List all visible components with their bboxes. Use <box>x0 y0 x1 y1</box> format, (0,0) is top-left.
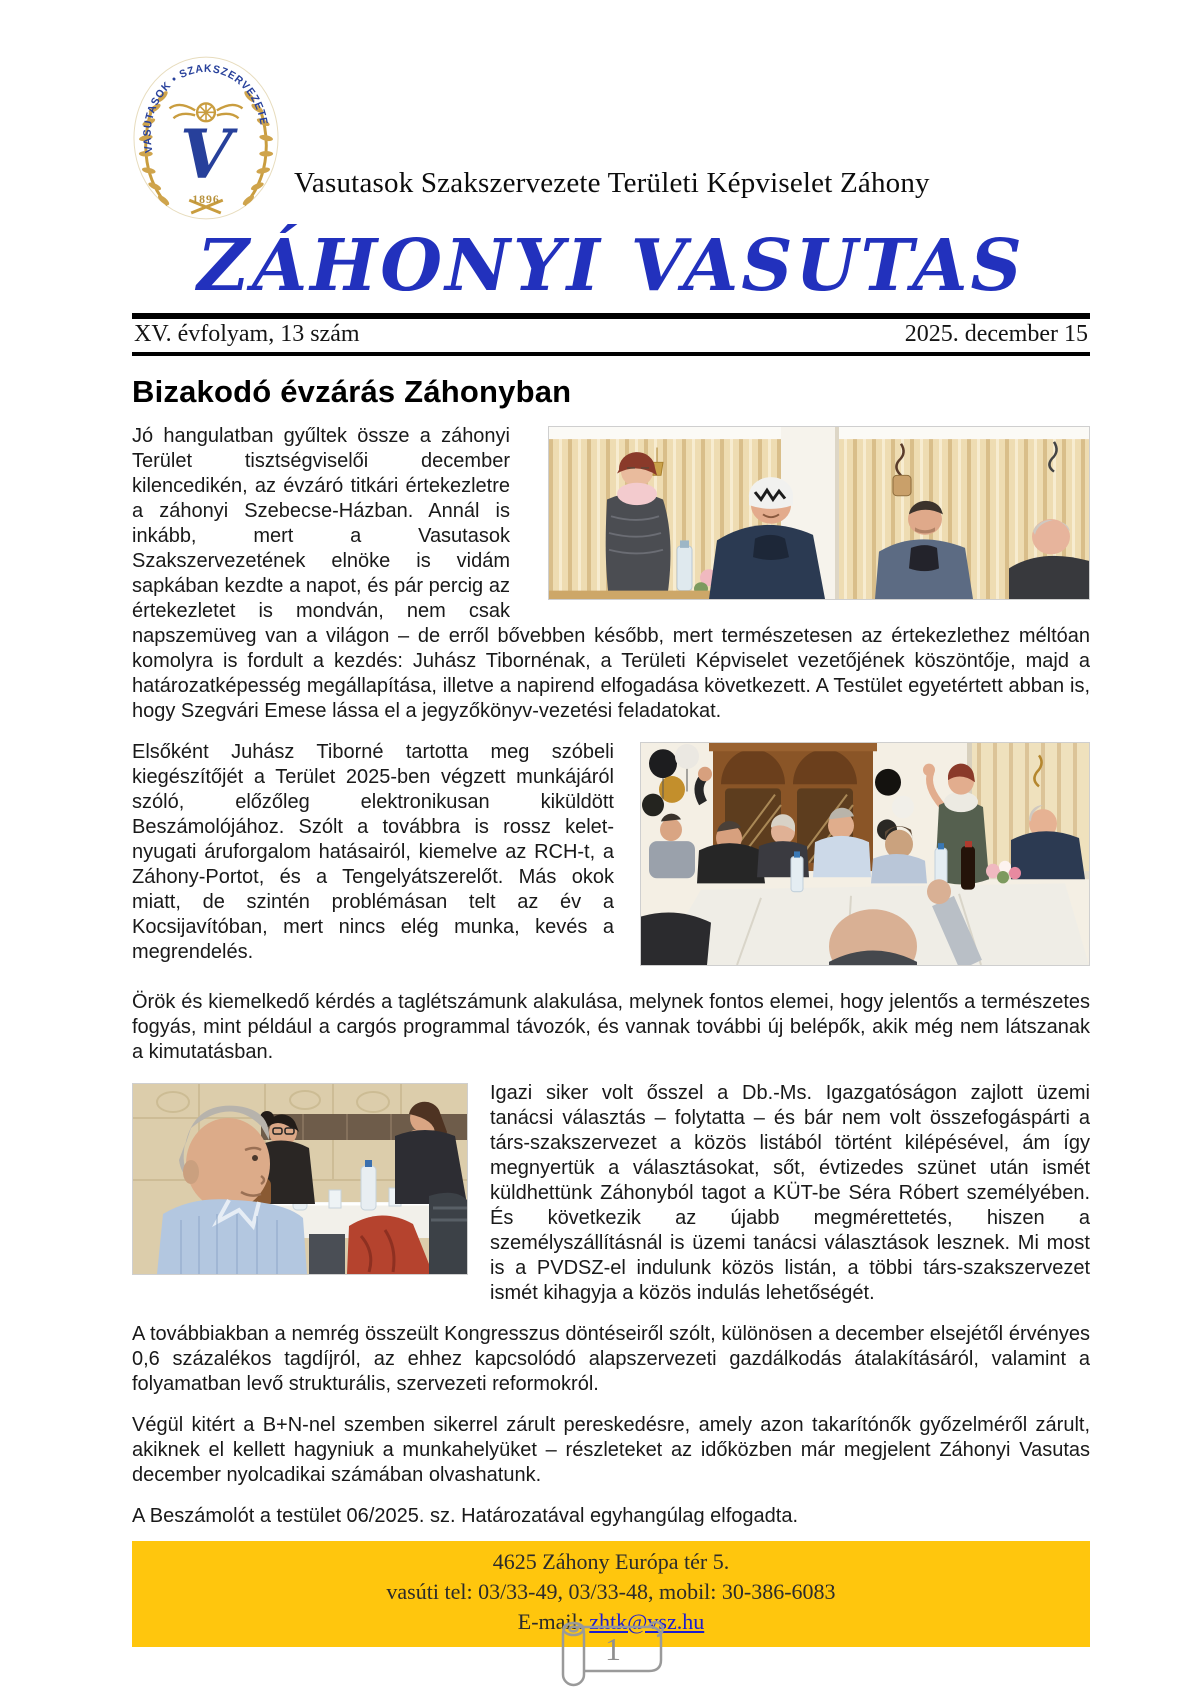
newsletter-title: ZÁHONYI VASUTAS <box>197 223 1025 307</box>
issue-date: 2025. december 15 <box>904 320 1088 347</box>
page-number: 1 <box>605 1630 621 1667</box>
divider-rule-bottom <box>132 352 1090 356</box>
article-paragraph-3: Örök és kiemelkedő kérdés a taglétszámunk alakulása, melynek fontos elemei, hogy jelentős a természetes fogyás, mint például a cargós programmal távozók, és vannak további új belépők, akik még nem látszanak a kimutatásban. <box>132 990 1090 1063</box>
page-number-scroll <box>547 1615 675 1695</box>
logo-founding-year: 1896 <box>192 192 220 207</box>
footer-contact-box <box>132 1541 1090 1667</box>
article-paragraph-block-2 <box>132 740 1090 974</box>
logo-monogram: V <box>179 114 233 194</box>
article-paragraph-6: Végül kitért a B+N-nel szemben sikerrel zárult pereskedésre, amely azon takarítónők győzelméről zárult, akiknek el kellett hagyniuk a munkahelyüket – részleteket az időközben már megjelent Záhonyi Vasutas december nyolcadikai számában olvashatunk. <box>132 1413 1090 1486</box>
masthead-logo-row <box>132 54 1090 222</box>
masthead <box>132 54 1090 356</box>
email-label: E-mail: <box>517 1608 584 1634</box>
org-name: Vasutasok Szakszervezete Területi Képviselet Záhony <box>294 167 930 199</box>
email-link[interactable]: zhtk@vsz.hu <box>589 1608 705 1634</box>
article-paragraph-7: A Beszámolót a testület 06/2025. sz. Határozatával egyhangúlag elfogadta. <box>132 1504 798 1527</box>
photo-board-meeting-table <box>640 742 1090 966</box>
article-paragraph-4: Igazi siker volt ősszel a Db.-Ms. Igazgatóságon zajlott üzemi tanácsi választás – folytatta – és bár nem volt összefogáspárti a társ-szakszervezet a közös listából történt kilépésével, ám így megnyertük a választásokat, sőt, évtizedes szünet után ismét küldhettünk Záhonyból tagot a KÜT-be Séra Róbert személyében. És következik az újabb megmérettetés, hiszen a személyszállításnál is üzemi tanácsi választások lesznek. Mi most is a PVDSZ-el indulunk közös listán, a többi társ-szakszervezet ismét kihagyja a közös indulás lehetőségét. <box>490 1081 1090 1304</box>
contact-address: 4625 Záhony Európa tér 5. <box>492 1548 730 1574</box>
article-headline: Bizakodó évzárás Záhonyban <box>132 373 572 409</box>
article-paragraph-block-1 <box>132 424 1090 724</box>
union-seal-logo-icon <box>132 54 280 222</box>
volume-label: XV. évfolyam, 13 szám <box>134 320 360 347</box>
article <box>132 374 1090 1529</box>
volume-row <box>132 319 1090 352</box>
contact-phones: vasúti tel: 03/33-49, 03/33-48, mobil: 30-386-6083 <box>386 1578 836 1604</box>
article-paragraph-5: A továbbiakban a nemrég összeült Kongresszus döntéseiről szólt, különösen a december elsejétől érvényes 0,6 százalékos tagdíjról, az ehhez kapcsolódó alapszervezeti gazdálkodás átalakításáról, valamint a folyamatban levő strukturális, szervezeti reformokról. <box>132 1322 1090 1395</box>
photo-year-end-meeting <box>548 426 1090 600</box>
article-paragraph-1: Jó hangulatban gyűltek össze a záhonyi Terület tisztségviselői december kilencedikén, az évzáró titkári értekezletre a záhonyi Szebecse-Házban. Annál is inkább, mert a Vasutasok Szakszervezetének elnöke is vidám sapkában kezdte a napot, és pár percig az értekezletet is mondván, nem csak napszemüveg van a világon – de erről bővebben később, mert természetesen az értekezlethez méltóan komolyra is fordult a kezdés: Juhász Tibornénak, a Területi Képviselet vezetőjének köszöntője, majd a határozatképesség megállapítása, illetve a napirend elfogadása következett. A Testület egyetértett abban is, hogy Szegvári Emese lássa el a jegyzőkönyv-vezetési feladatokat. <box>132 424 1090 722</box>
article-paragraph-2: Elsőként Juhász Tiborné tartotta meg szóbeli kiegészítőjét a Terület 2025-ben végzett munkájáról szóló, előzőleg elektronikusan kiküldött Beszámolójához. Szólt a továbbra is rossz kelet-nyugati áruforgalom hatásairól, kiemelve az RCH-t, a Záhony-Portot, és a Tengelyátszerelőt. Más okok miatt, de szintén problémásan telt az év a Kocsijavítóban, mert nincs elég munka, kevés a megrendelés. <box>132 740 614 963</box>
photo-members-listening <box>132 1083 468 1275</box>
logo-ring-text: VASUTASOK • SZAKSZERVEZETE <box>141 62 270 154</box>
article-paragraph-block-4 <box>132 1081 1090 1306</box>
